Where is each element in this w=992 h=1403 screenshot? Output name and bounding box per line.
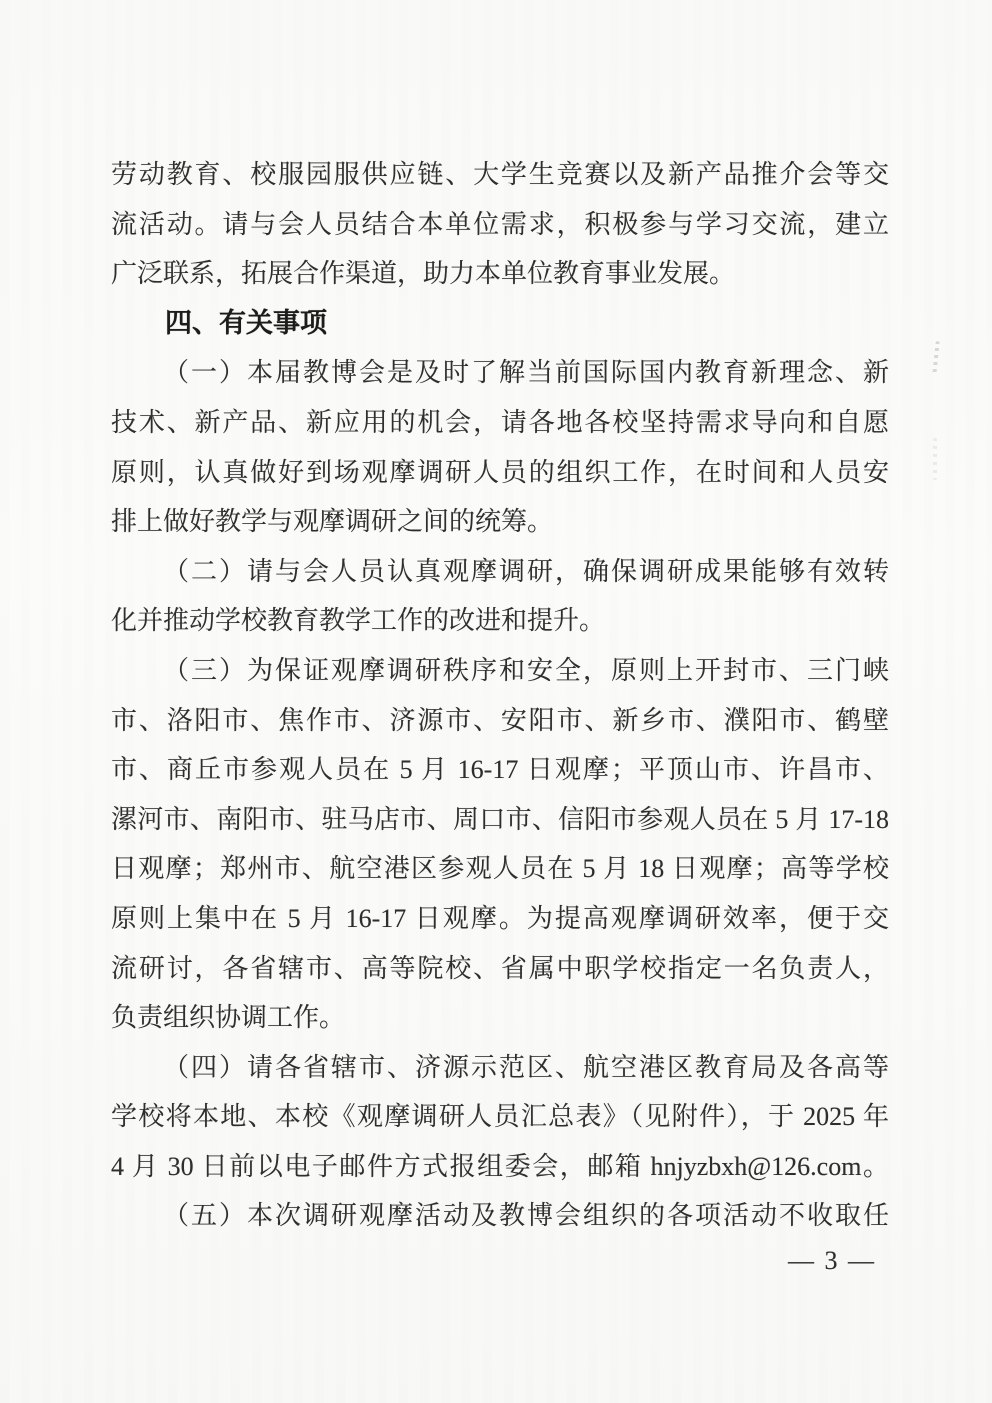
document-line: 排上做好教学与观摩调研之间的统筹。 — [111, 507, 554, 537]
document-line: 广泛联系，拓展合作渠道，助力本单位教育事业发展。 — [111, 259, 736, 289]
scan-artifact — [932, 341, 940, 375]
document-line: 流研讨，各省辖市、高等院校、省属中职学校指定一名负责人， — [111, 953, 889, 983]
document-line: 学校将本地、本校《观摩调研人员汇总表》（见附件），于 2025 年 — [111, 1102, 889, 1132]
document-line: 流活动。请与会人员结合本单位需求，积极参与学习交流，建立 — [111, 209, 889, 239]
document-line: 日观摩；郑州市、航空港区参观人员在 5 月 18 日观摩；高等学校 — [111, 854, 889, 884]
scan-artifact — [933, 438, 937, 480]
document-line: 原则上集中在 5 月 16-17 日观摩。为提高观摩调研效率，便于交 — [111, 903, 889, 933]
document-lines — [111, 150, 889, 1241]
section-heading: 四、有关事项 — [165, 307, 327, 338]
document-line: 劳动教育、校服园服供应链、大学生竞赛以及新产品推介会等交 — [111, 160, 889, 189]
document-line: 化并推动学校教育教学工作的改进和提升。 — [111, 606, 606, 636]
document-line: 漯河市、南阳市、驻马店市、周口市、信阳市参观人员在 5 月 17-18 — [111, 804, 889, 834]
document-line: 负责组织协调工作。 — [111, 1003, 346, 1033]
page-number: — 3 — — [788, 1246, 876, 1275]
document-line: （三）为保证观摩调研秩序和安全，原则上开封市、三门峡 — [163, 655, 889, 685]
document-line: （五）本次调研观摩活动及教博会组织的各项活动不收取任 — [163, 1201, 889, 1231]
document-line: （一）本届教博会是及时了解当前国际国内教育新理念、新 — [163, 358, 889, 388]
document-line: 技术、新产品、新应用的机会，请各地各校坚持需求导向和自愿 — [111, 407, 889, 437]
document-line: 原则，认真做好到场观摩调研人员的组织工作，在时间和人员安 — [111, 457, 889, 487]
document-line: （二）请与会人员认真观摩调研，确保调研成果能够有效转 — [163, 556, 889, 586]
document-line: 4 月 30 日前以电子邮件方式报组委会，邮箱 hnjyzbxh@126.com。 — [111, 1151, 889, 1181]
document-line: （四）请各省辖市、济源示范区、航空港区教育局及各高等 — [163, 1052, 889, 1082]
document-line: 市、洛阳市、焦作市、济源市、安阳市、新乡市、濮阳市、鹤壁 — [111, 705, 889, 735]
document-line: 市、商丘市参观人员在 5 月 16-17 日观摩；平顶山市、许昌市、 — [111, 755, 889, 785]
